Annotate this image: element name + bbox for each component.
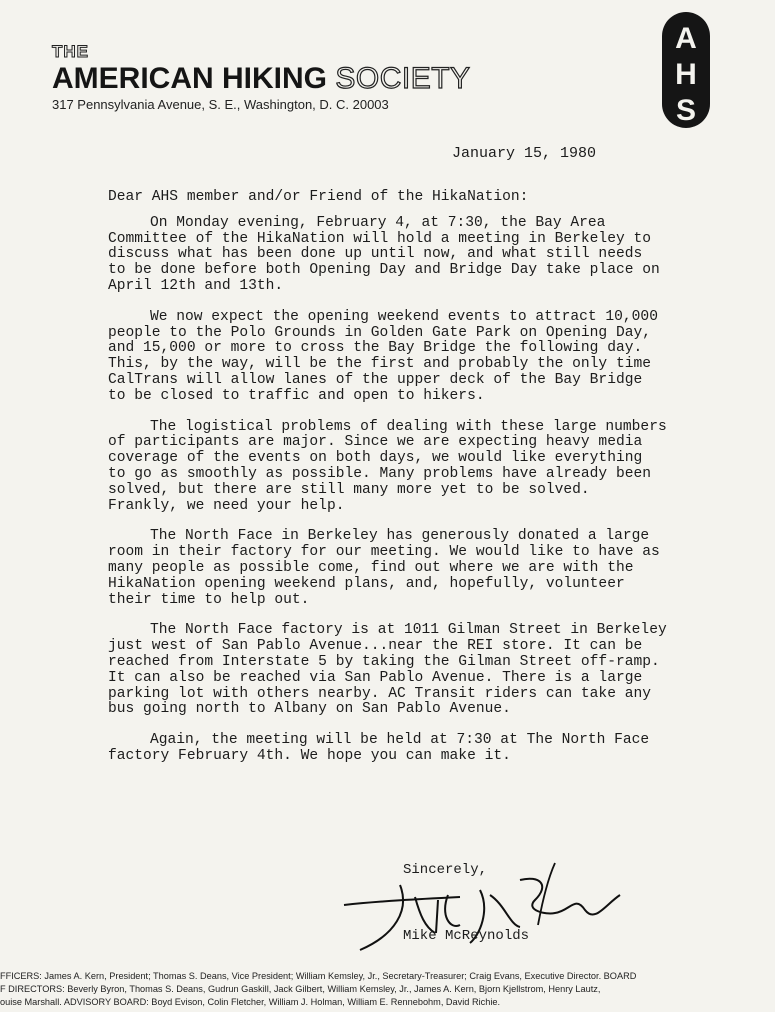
closing: Sincerely,	[403, 862, 488, 878]
letterhead-org-bold: AMERICAN HIKING	[52, 62, 327, 95]
salutation: Dear AHS member and/or Friend of the HikaNation:	[108, 189, 529, 205]
letter-body	[108, 190, 668, 780]
letterhead-address: 317 Pennsylvania Avenue, S. E., Washington, D. C. 20003	[52, 97, 389, 112]
footer-line-2: F DIRECTORS: Beverly Byron, Thomas S. Deans, Gudrun Gaskill, Jack Gilbert, William Kemsley, Jr., James A. Kern, Bjorn Kjellstrom, Henry Lautz,	[0, 984, 601, 994]
letterhead-org-name	[52, 62, 471, 96]
paragraph-1: On Monday evening, February 4, at 7:30, the Bay Area Committee of the HikaNation will hold a meeting in Berkeley to discuss what has been done up until now, and what still needs to be done before both Opening Day and Bridge Day take place on April 12th and 13th.	[108, 214, 660, 294]
logo-letter-h: H	[675, 58, 697, 91]
logo-letter-s: S	[675, 94, 697, 127]
ahs-logo	[660, 8, 712, 132]
signer-name: Mike McReynolds	[403, 928, 530, 944]
letterhead-org-outline: SOCIETY	[335, 62, 471, 95]
footer-line-3: ouise Marshall. ADVISORY BOARD: Boyd Evison, Colin Fletcher, William J. Holman, William E. Rennebohm, David Richie.	[0, 997, 501, 1007]
paragraph-6: Again, the meeting will be held at 7:30 at The North Face factory February 4th. We hope you can make it.	[108, 732, 650, 764]
footer-line-1: FFICERS: James A. Kern, President; Thomas S. Deans, Vice President; William Kemsley, Jr., Secretary-Treasurer; Craig Evans, Executive Director. BOARD	[0, 971, 637, 981]
footer-officers	[0, 970, 775, 1009]
letterhead-the: THE	[52, 42, 89, 61]
paragraph-5: The North Face factory is at 1011 Gilman Street in Berkeley just west of San Pablo Avenue...near the REI store. It can be reached from Interstate 5 by taking the Gilman Street off-ramp. It can also be reached via San Pablo Avenue. There is a large parking lot with others nearby. AC Transit riders can take any bus going north to Albany on San Pablo Avenue.	[108, 622, 667, 718]
letter-date: January 15, 1980	[452, 145, 597, 162]
paragraph-2: We now expect the opening weekend events to attract 10,000 people to the Polo Grounds in Golden Gate Park on Opening Day, and 15,000 or more to cross the Bay Bridge the following day. This, by the way, will be the first and probably the only time CalTrans will allow lanes of the upper deck of the Bay Bridge to be closed to traffic and open to hikers.	[108, 308, 658, 404]
paragraph-4: The North Face in Berkeley has generously donated a large room in their factory for our meeting. We would like to have as many people as possible come, find out where we are with the HikaNation opening weekend plans, and, hopefully, volunteer their time to help out.	[108, 528, 660, 608]
paragraph-3: The logistical problems of dealing with these large numbers of participants are major. Since we are expecting heavy media coverage of the events on both days, we would like everything to go as smoothly as possible. Many problems have already been solved, but there are still many more yet to be solved. Frankly, we need your help.	[108, 418, 667, 514]
logo-letter-a: A	[675, 22, 697, 55]
